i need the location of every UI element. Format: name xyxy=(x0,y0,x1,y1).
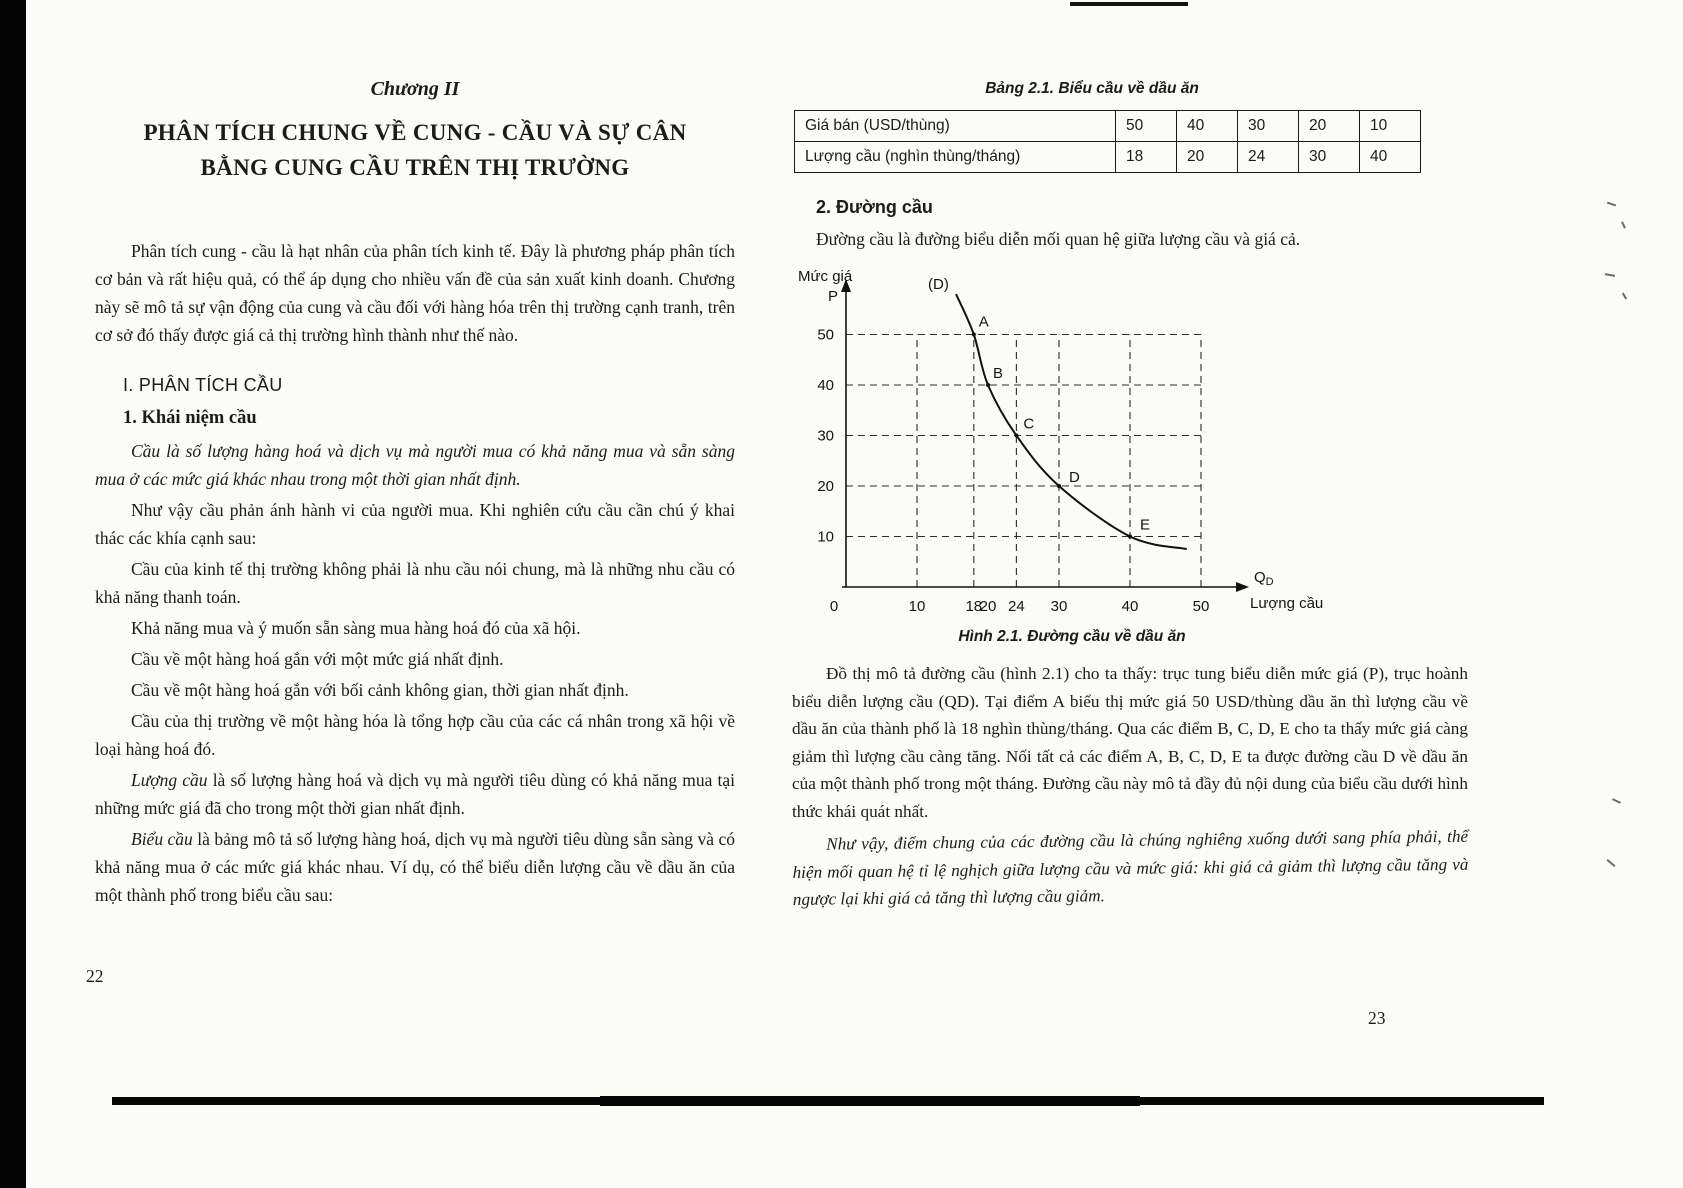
cell: 10 xyxy=(1360,111,1421,142)
page-number-left: 22 xyxy=(86,966,104,986)
cell: 40 xyxy=(1360,142,1421,173)
cell: 20 xyxy=(1299,111,1360,142)
cell: 30 xyxy=(1238,111,1299,142)
demand-curve-chart xyxy=(792,265,1340,619)
paragraph: Đường cầu là đường biểu diễn mối quan hệ giữa lượng cầu và giá cả. xyxy=(816,229,1301,249)
paragraph: Như vậy cầu phản ánh hành vi của người mua. Khi nghiên cứu cầu cần chú ý khai thác các khía cạnh sau: xyxy=(95,500,735,548)
svg-text:40: 40 xyxy=(1121,598,1139,615)
definition-paragraph: Cầu là số lượng hàng hoá và dịch vụ mà người mua có khả năng mua và sẵn sàng mua ở các mức giá khác nhau trong một thời gian nhất định. xyxy=(95,441,735,489)
svg-text:30: 30 xyxy=(817,427,834,445)
demand-curve xyxy=(956,294,1187,549)
svg-text:24: 24 xyxy=(1008,598,1025,615)
axis-labels xyxy=(798,268,1323,612)
cell: 24 xyxy=(1238,142,1299,173)
section-heading: 2. Đường cầu xyxy=(816,197,933,217)
svg-text:D: D xyxy=(1069,469,1080,486)
svg-text:QD: $Q_D$ xyxy=(1254,569,1274,588)
page-title xyxy=(95,115,735,185)
term-definition: là bảng mô tả số lượng hàng hoá, dịch vụ mà người tiêu dùng sẵn sàng và có khả năng mua ở các mức giá khác nhau. Ví dụ, có thể biểu diễn lượng cầu về dầu ăn của một thành phố trong biểu cầu sau: xyxy=(95,829,735,905)
term-definition: là số lượng hàng hoá và dịch vụ mà người tiêu dùng có khả năng mua tại những mức giá đã cho trong một thời gian nhất định. xyxy=(95,770,735,818)
paragraph: Đồ thị mô tả đường cầu (hình 2.1) cho ta thấy: trục tung biểu diễn mức giá (P), trục hoành biểu diễn lượng cầu (QD). Tại điểm A biểu thị mức giá 50 USD/thùng dầu ăn thì lượng cầu về dầu ăn của thành phố là 18 nghìn thùng/tháng. Qua các điểm B, C, D, E cho ta thấy mức giá càng giảm thì lượng cầu càng tăng. Nối tất cả các điểm A, B, C, D, E ta được đường cầu D về dầu ăn của một thành phố trong một tháng. Đường cầu này mô tả đầy đủ nội dung của biểu cầu dưới hình thức khái quát nhất. xyxy=(792,664,1468,821)
table-row xyxy=(795,142,1421,173)
svg-text:10: 10 xyxy=(908,598,926,615)
svg-text:20: 20 xyxy=(979,598,997,615)
svg-text:A: A xyxy=(978,313,989,331)
row-label: Giá bán (USD/thùng) xyxy=(795,111,1116,142)
subsection-heading: 1. Khái niệm cầu xyxy=(123,408,257,428)
section-heading: I. PHÂN TÍCH CẦU xyxy=(123,375,283,395)
scan-artifact xyxy=(1607,859,1616,867)
scan-artifact xyxy=(1622,292,1627,299)
right-page xyxy=(792,80,1468,918)
svg-text:(D): (D) xyxy=(928,276,949,293)
scan-artifact xyxy=(600,1096,1140,1106)
tick-labels xyxy=(817,327,1209,616)
chapter-heading: Chương II xyxy=(370,78,460,100)
cell: 20 xyxy=(1177,142,1238,173)
page-number-right: 23 xyxy=(1368,1008,1386,1028)
paragraph xyxy=(95,766,735,822)
svg-text:Lượng cầu: Lượng cầu xyxy=(1250,595,1324,612)
paragraph: Cầu về một hàng hoá gắn với bối cảnh không gian, thời gian nhất định. xyxy=(131,680,629,700)
paragraph: Cầu của kinh tế thị trường không phải là nhu cầu nói chung, mà là những nhu cầu có khả năng thanh toán. xyxy=(95,559,735,607)
svg-text:10: 10 xyxy=(817,528,834,546)
cell: 30 xyxy=(1299,142,1360,173)
figure-demand-curve xyxy=(792,265,1468,624)
paragraph: Phân tích cung - cầu là hạt nhân của phân tích kinh tế. Đây là phương pháp phân tích cơ bản và rất hiệu quả, có thể áp dụng cho nhiều vấn đề của sản xuất kinh doanh. Chương này sẽ mô tả sự vận động của cung và cầu đối với hàng hóa trên thị trường cạnh tranh, trên cơ sở đó thấy được giá cả thị trường hình thành như thế nào. xyxy=(95,241,735,345)
cell: 50 xyxy=(1116,111,1177,142)
chart-grid xyxy=(846,335,1201,588)
paragraph: Cầu về một hàng hoá gắn với một mức giá nhất định. xyxy=(131,649,504,669)
svg-text:P: P xyxy=(827,288,838,305)
svg-text:C: C xyxy=(1023,415,1035,433)
left-page xyxy=(95,78,735,912)
scan-artifact xyxy=(1607,202,1616,207)
svg-text:20: 20 xyxy=(817,478,834,495)
scan-artifact xyxy=(1612,798,1621,804)
scan-artifact xyxy=(1605,273,1615,277)
svg-text:18: 18 xyxy=(965,598,983,615)
term-lead: Biểu cầu xyxy=(131,829,193,849)
term-lead: Lượng cầu xyxy=(131,770,208,790)
page-title-line1: PHÂN TÍCH CHUNG VỀ CUNG - CẦU VÀ SỰ CÂN xyxy=(143,120,687,145)
svg-text:40: 40 xyxy=(817,377,834,394)
scan-artifact xyxy=(1621,221,1626,228)
curve-points xyxy=(972,314,1150,539)
svg-text:Mức giá: Mức giá xyxy=(798,268,853,285)
svg-text:30: 30 xyxy=(1050,598,1068,615)
svg-text:B: B xyxy=(993,365,1004,382)
paragraph: Khả năng mua và ý muốn sẵn sàng mua hàng hoá đó của xã hội. xyxy=(131,618,581,638)
table-caption: Bảng 2.1. Biểu cầu về dầu ăn xyxy=(985,80,1199,97)
paragraph xyxy=(95,825,735,909)
scan-edge-bar xyxy=(0,0,26,1188)
scan-artifact xyxy=(1070,2,1188,6)
row-label: Lượng cầu (nghìn thùng/tháng) xyxy=(795,142,1116,173)
svg-text:50: 50 xyxy=(1192,598,1210,615)
cell: 40 xyxy=(1177,111,1238,142)
table-row xyxy=(795,111,1421,142)
svg-text:E: E xyxy=(1140,516,1151,534)
svg-text:50: 50 xyxy=(817,326,834,344)
demand-schedule-table xyxy=(794,110,1421,173)
conclusion-paragraph: Như vậy, điểm chung của các đường cầu là chúng nghiêng xuống dưới sang phía phải, thể hiện mối quan hệ tỉ lệ nghịch giữa lượng cầu và mức giá: khi giá cả giảm thì lượng cầu tăng và ngược lại khi giá cả tăng thì lượng cầu giảm. xyxy=(792,826,1469,909)
paragraph: Cầu của thị trường về một hàng hóa là tổng hợp cầu của các cá nhân trong xã hội về loại hàng hoá đó. xyxy=(95,711,735,759)
svg-text:0: 0 xyxy=(829,598,839,615)
cell: 18 xyxy=(1116,142,1177,173)
chart-axes xyxy=(842,291,1238,587)
figure-caption: Hình 2.1. Đường cầu về dầu ăn xyxy=(958,628,1186,645)
page-title-line2: BẰNG CUNG CẦU TRÊN THỊ TRƯỜNG xyxy=(200,155,630,180)
